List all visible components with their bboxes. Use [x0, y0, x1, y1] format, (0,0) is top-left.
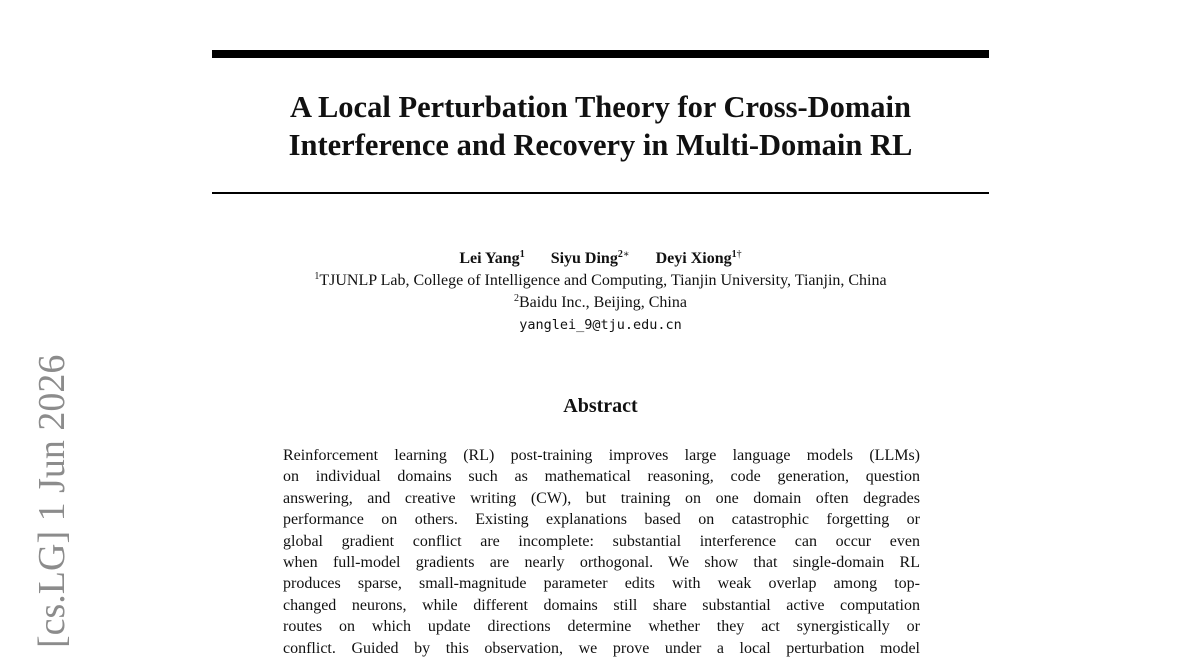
abstract-line: global gradient conflict are incomplete: substantial interference can occur even	[283, 532, 920, 550]
abstract-body	[283, 445, 920, 659]
abstract-line: changed neurons, while different domains still share substantial active computation	[283, 596, 920, 614]
affiliation-sup: 1	[314, 271, 320, 282]
title-line-1: A Local Perturbation Theory for Cross-Domain	[290, 90, 911, 124]
title-line-2: Interference and Recovery in Multi-Domain RL	[288, 128, 913, 162]
affiliation-text: Baidu Inc., Beijing, China	[519, 294, 687, 311]
author-siyu-ding	[551, 250, 630, 267]
author-affil-sup: 1	[731, 249, 737, 260]
abstract-line: answering, and creative writing (CW), but training on one domain often degrades	[283, 489, 920, 507]
affiliation-text: TJUNLP Lab, College of Intelligence and Computing, Tianjin University, Tianjin, China	[319, 272, 887, 289]
author-name-text: Deyi Xiong	[655, 250, 732, 267]
abstract-line: on individual domains such as mathematical reasoning, code generation, question	[283, 468, 920, 486]
author-affil-sup: 2	[617, 249, 623, 260]
abstract-line: performance on others. Existing explanations based on catastrophic forgetting or	[283, 511, 920, 529]
abstract-line: routes on which update directions determine whether they act synergistically or	[283, 618, 920, 636]
corresponding-author-mark: †	[736, 249, 742, 260]
author-deyi-xiong	[656, 250, 742, 267]
author-block	[212, 248, 989, 336]
affiliation-1	[212, 270, 989, 292]
affiliation-sup: 2	[514, 293, 519, 304]
arxiv-identifier-stamp: [cs.LG] 1 Jun 2026	[31, 354, 73, 648]
author-email[interactable]: yanglei_9@tju.edu.cn	[519, 317, 682, 333]
abstract-line: produces sparse, small-magnitude parameter edits with weak overlap among top-	[283, 575, 920, 593]
author-lei-yang	[459, 250, 524, 267]
affiliation-2	[212, 292, 989, 314]
abstract-line: Reinforcement learning (RL) post-training improves large language models (LLMs)	[283, 447, 920, 464]
equal-contribution-mark: ∗	[622, 249, 630, 260]
abstract-heading: Abstract	[563, 395, 638, 417]
author-name-text: Siyu Ding	[550, 250, 618, 267]
title-top-rule	[212, 50, 989, 58]
paper-title	[212, 88, 989, 164]
abstract-line: when full-model gradients are nearly orthogonal. We show that single-domain RL	[283, 554, 920, 572]
author-name-text: Lei Yang	[459, 250, 520, 267]
author-list	[212, 248, 989, 270]
author-affil-sup: 1	[519, 249, 525, 260]
title-bottom-rule	[212, 192, 989, 194]
abstract-line: conflict. Guided by this observation, we prove under a local perturbation model	[283, 639, 920, 657]
